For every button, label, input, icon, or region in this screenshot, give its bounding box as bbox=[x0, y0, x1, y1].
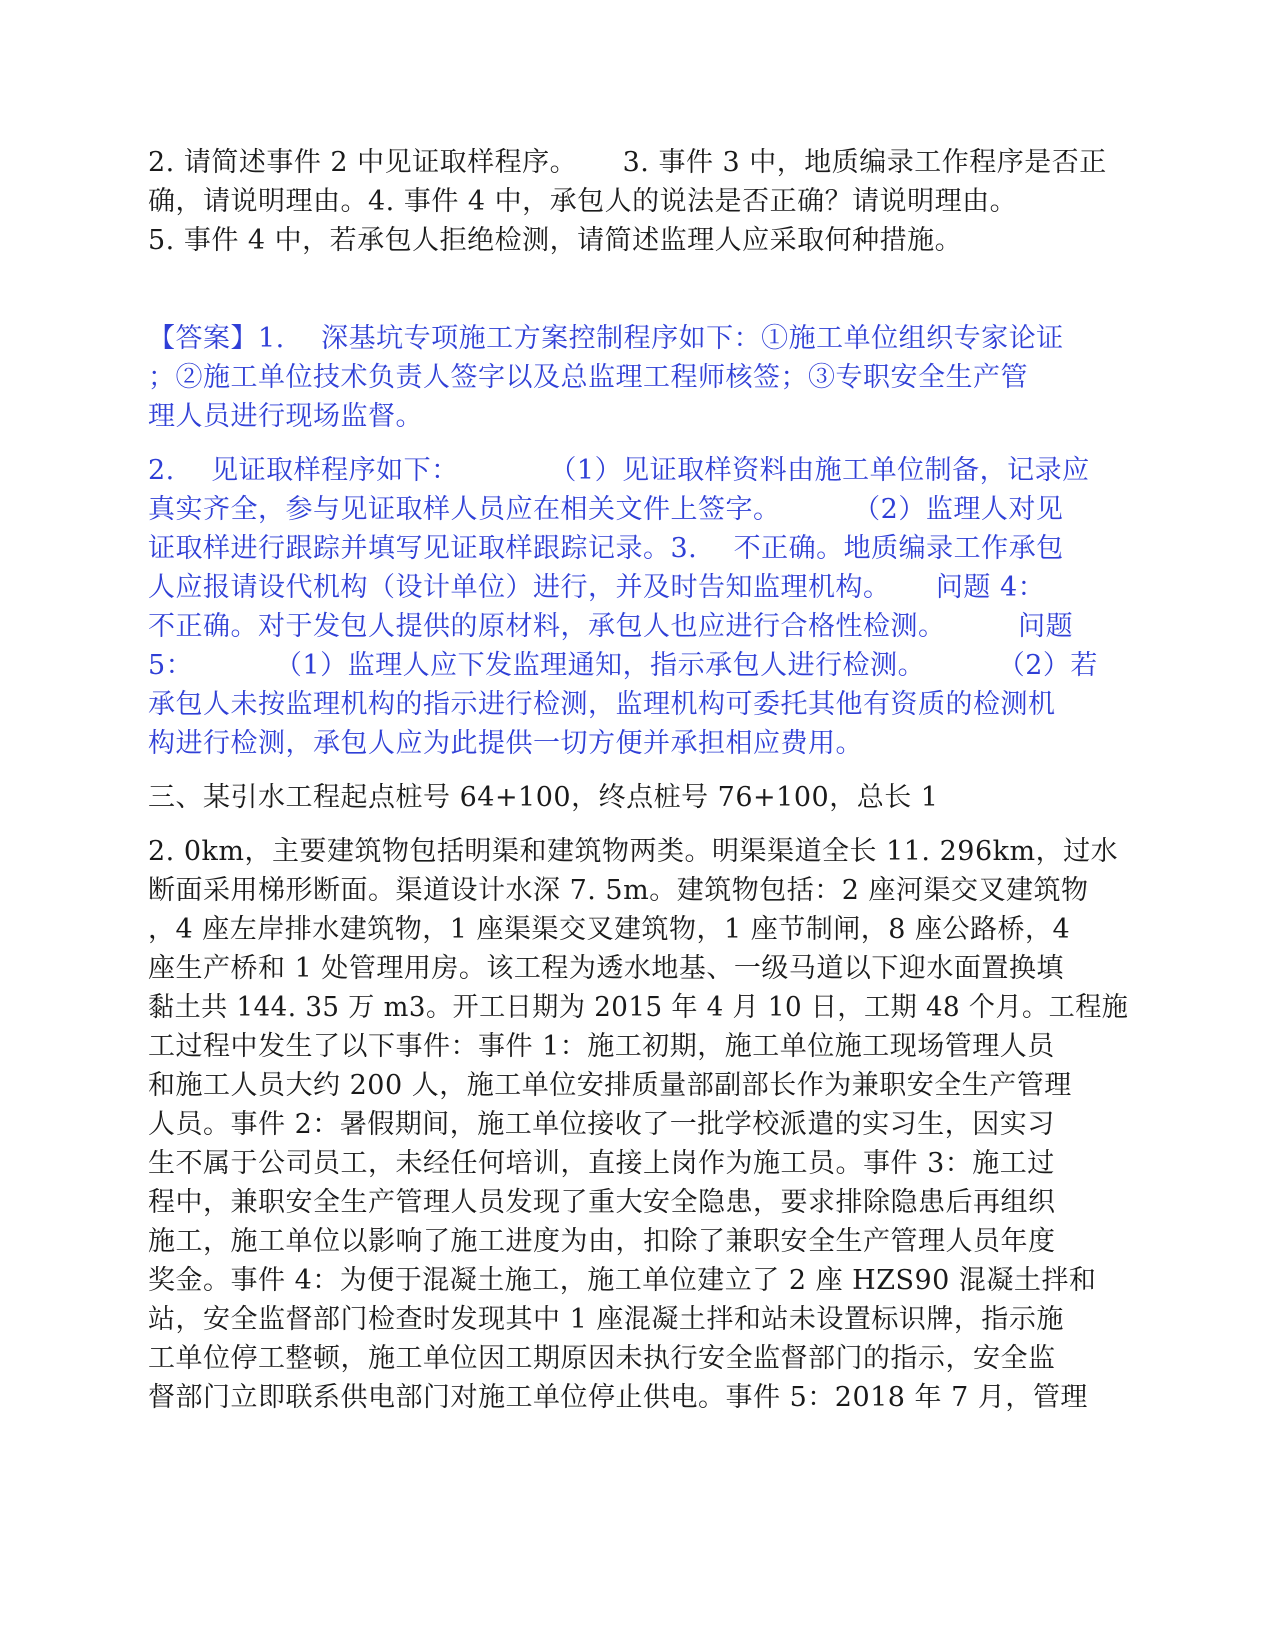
paragraph-line: 站，安全监督部门检查时发现其中 1 座混凝土拌和站未设置标识牌，指示施 bbox=[148, 1304, 1064, 1335]
paragraph-line: 督部门立即联系供电部门对施工单位停止供电。事件 5：2018 年 7 月，管理 bbox=[148, 1382, 1088, 1413]
answer-line: ；②施工单位技术负责人签字以及总监理工程师核签；③专职安全生产管 bbox=[148, 362, 1028, 393]
answer-line: 证取样进行跟踪并填写见证取样跟踪记录。3. 不正确。地质编录工作承包 bbox=[148, 533, 1064, 564]
paragraph-line: 断面采用梯形断面。渠道设计水深 7. 5m。建筑物包括：2 座河渠交叉建筑物 bbox=[148, 875, 1089, 906]
paragraph-line: 工单位停工整顿，施工单位因工期原因未执行安全监督部门的指示，安全监 bbox=[148, 1343, 1056, 1374]
paragraph-line: 和施工人员大约 200 人，施工单位安排质量部副部长作为兼职安全生产管理 bbox=[148, 1070, 1072, 1101]
paragraph-line: ，4 座左岸排水建筑物，1 座渠渠交叉建筑物，1 座节制闸，8 座公路桥，4 bbox=[148, 914, 1071, 945]
answer-line: 不正确。对于发包人提供的原材料，承包人也应进行合格性检测。 问题 bbox=[148, 611, 1074, 642]
paragraph-line: 2. 0km，主要建筑物包括明渠和建筑物两类。明渠渠道全长 11. 296km，过水 bbox=[148, 836, 1119, 867]
paragraph-line: 黏土共 144. 35 万 m3。开工日期为 2015 年 4 月 10 日，工期 48 个月。工程施 bbox=[148, 992, 1129, 1023]
answer-line: 2. 见证取样程序如下： （1）见证取样资料由施工单位制备，记录应 bbox=[148, 455, 1090, 486]
paragraph-line: 工过程中发生了以下事件：事件 1：施工初期，施工单位施工现场管理人员 bbox=[148, 1031, 1055, 1062]
answer-line: 构进行检测，承包人应为此提供一切方便并承担相应费用。 bbox=[148, 728, 863, 759]
section-heading: 三、某引水工程起点桩号 64+100，终点桩号 76+100，总长 1 bbox=[148, 782, 939, 813]
answer-line: 人应报请设代机构（设计单位）进行，并及时告知监理机构。 问题 4： bbox=[148, 572, 1046, 603]
question-line: 5. 事件 4 中，若承包人拒绝检测，请简述监理人应采取何种措施。 bbox=[148, 225, 963, 256]
paragraph-line: 施工，施工单位以影响了施工进度为由，扣除了兼职安全生产管理人员年度 bbox=[148, 1226, 1056, 1257]
answer-line: 承包人未按监理机构的指示进行检测，监理机构可委托其他有资质的检测机 bbox=[148, 689, 1056, 720]
paragraph-line: 座生产桥和 1 处管理用房。该工程为透水地基、一级马道以下迎水面置换填 bbox=[148, 953, 1064, 984]
question-line: 2. 请简述事件 2 中见证取样程序。 3. 事件 3 中，地质编录工作程序是否正 bbox=[148, 147, 1107, 178]
question-line: 确，请说明理由。4. 事件 4 中，承包人的说法是否正确？请说明理由。 bbox=[148, 186, 1018, 217]
paragraph-line: 人员。事件 2：暑假期间，施工单位接收了一批学校派遣的实习生，因实习 bbox=[148, 1109, 1055, 1140]
answer-line: 理人员进行现场监督。 bbox=[148, 401, 423, 432]
paragraph-line: 生不属于公司员工，未经任何培训，直接上岗作为施工员。事件 3：施工过 bbox=[148, 1148, 1055, 1179]
paragraph-line: 奖金。事件 4：为便于混凝土施工，施工单位建立了 2 座 HZS90 混凝土拌和 bbox=[148, 1265, 1097, 1296]
paragraph-line: 程中，兼职安全生产管理人员发现了重大安全隐患，要求排除隐患后再组织 bbox=[148, 1187, 1056, 1218]
answer-line: 5： （1）监理人应下发监理通知，指示承包人进行检测。 （2）若 bbox=[148, 650, 1098, 681]
answer-line: 真实齐全，参与见证取样人员应在相关文件上签字。 （2）监理人对见 bbox=[148, 494, 1064, 525]
answer-line: 【答案】1. 深基坑专项施工方案控制程序如下：①施工单位组织专家论证 bbox=[148, 323, 1064, 354]
